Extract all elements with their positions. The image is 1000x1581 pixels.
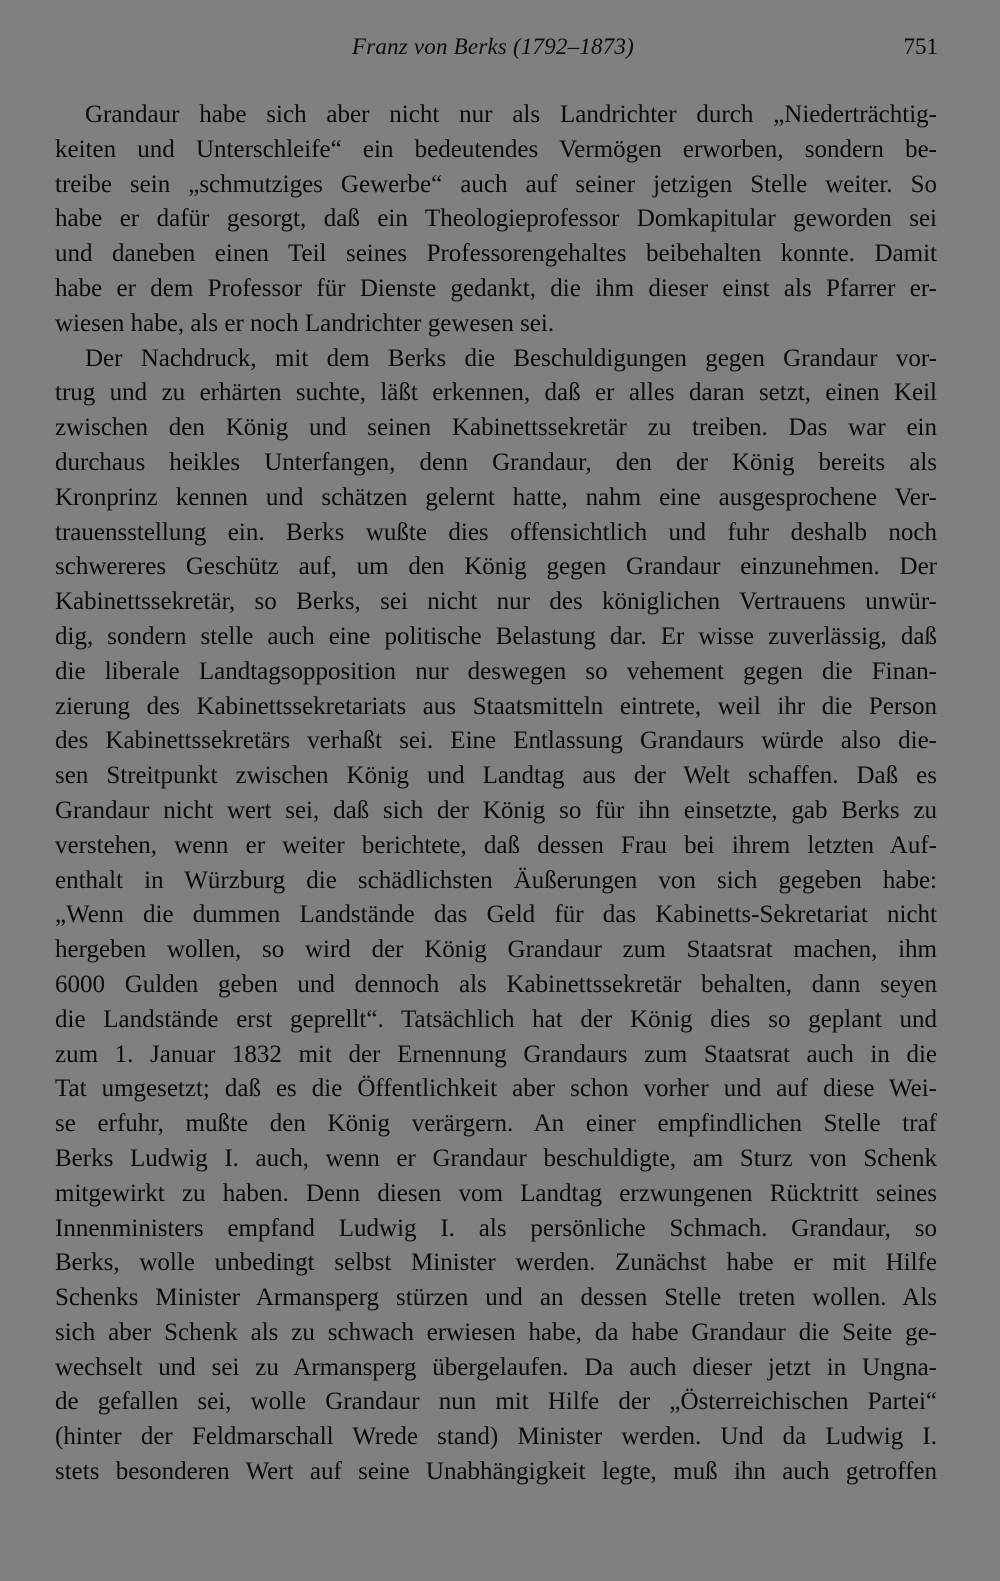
text-line: Der Nachdruck, mit dem Berks die Beschuldigungen gegen Grandaur vor- — [85, 344, 937, 372]
text-line: dig, sondern stelle auch eine politische Belastung dar. Er wisse zuverlässig, daß — [55, 622, 937, 650]
text-line: Schenks Minister Armansperg stürzen und an dessen Stelle treten wollen. Als — [55, 1284, 937, 1312]
text-line: sich aber Schenk als zu schwach erwiesen habe, da habe Grandaur die Seite ge- — [55, 1318, 937, 1346]
text-line: hergeben wollen, so wird der König Grandaur zum Staatsrat machen, ihm — [55, 936, 937, 964]
text-line: habe er dafür gesorgt, daß ein Theologieprofessor Domkapitular geworden sei — [55, 205, 937, 233]
text-line: verstehen, wenn er weiter berichtete, daß dessen Frau bei ihrem letzten Auf- — [55, 831, 937, 859]
text-line: mitgewirkt zu haben. Denn diesen vom Landtag erzwungenen Rücktritt seines — [55, 1179, 937, 1207]
text-line: „Wenn die dummen Landstände das Geld für das Kabinetts-Sekretariat nicht — [55, 901, 937, 929]
text-line: habe er dem Professor für Dienste gedankt, die ihm dieser einst als Pfarrer er- — [55, 274, 937, 302]
text-line: se erfuhr, mußte den König verärgern. An einer empfindlichen Stelle traf — [55, 1110, 937, 1138]
text-line: enthalt in Würzburg die schädlichsten Äußerungen von sich gegeben habe: — [55, 866, 937, 894]
text-line: die Landstände erst geprellt“. Tatsächlich hat der König dies so geplant und — [55, 1005, 937, 1033]
text-line: und daneben einen Teil seines Professorengehaltes beibehalten konnte. Damit — [55, 240, 937, 268]
text-line: trug und zu erhärten suchte, läßt erkennen, daß er alles daran setzt, einen Keil — [55, 379, 937, 407]
text-line: schwereres Geschütz auf, um den König gegen Grandaur einzunehmen. Der — [55, 553, 937, 581]
page-number: 751 — [903, 34, 938, 59]
text-line: zierung des Kabinettssekretariats aus Staatsmitteln eintrete, weil ihr die Person — [55, 692, 937, 720]
text-line: de gefallen sei, wolle Grandaur nun mit Hilfe der „Österreichischen Partei“ — [55, 1388, 937, 1416]
text-line: Kronprinz kennen und schätzen gelernt hatte, nahm eine ausgesprochene Ver- — [55, 483, 937, 511]
text-line: keiten und Unterschleife“ ein bedeutendes Vermögen erworben, sondern be- — [55, 135, 937, 163]
text-line: des Kabinettssekretärs verhaßt sei. Eine Entlassung Grandaurs würde also die- — [55, 727, 937, 755]
text-line: Tat umgesetzt; daß es die Öffentlichkeit aber schon vorher und auf diese Wei- — [55, 1075, 937, 1103]
text-line: sen Streitpunkt zwischen König und Landtag aus der Welt schaffen. Daß es — [55, 762, 937, 790]
text-line: wiesen habe, als er noch Landrichter gewesen sei. — [55, 309, 555, 337]
text-line: Grandaur nicht wert sei, daß sich der König so für ihn einsetzte, gab Berks zu — [55, 796, 937, 824]
text-line: Grandaur habe sich aber nicht nur als Landrichter durch „Niederträchtig- — [85, 101, 937, 128]
running-head — [0, 34, 1000, 68]
text-line: (hinter der Feldmarschall Wrede stand) Minister werden. Und da Ludwig I. — [55, 1423, 937, 1451]
text-line: trauensstellung ein. Berks wußte dies offensichtlich und fuhr deshalb noch — [55, 518, 937, 546]
text-line: zwischen den König und seinen Kabinettssekretär zu treiben. Das war ein — [55, 414, 937, 442]
body-text — [55, 98, 937, 1490]
text-line: Innenministers empfand Ludwig I. als persönliche Schmach. Grandaur, so — [55, 1214, 937, 1242]
text-line: die liberale Landtagsopposition nur deswegen so vehement gegen die Finan- — [55, 657, 937, 685]
text-line: 6000 Gulden geben und dennoch als Kabinettssekretär behalten, dann seyen — [55, 970, 937, 998]
text-line: stets besonderen Wert auf seine Unabhängigkeit legte, muß ihn auch getroffen — [55, 1458, 937, 1486]
text-line: zum 1. Januar 1832 mit der Ernennung Grandaurs zum Staatsrat auch in die — [55, 1040, 937, 1068]
text-line: Kabinettssekretär, so Berks, sei nicht nur des königlichen Vertrauens unwür- — [55, 588, 937, 616]
text-line: durchaus heikles Unterfangen, denn Grandaur, den der König bereits als — [55, 448, 937, 476]
running-title: Franz von Berks (1792–1873) — [352, 34, 634, 59]
text-line: treibe sein „schmutziges Gewerbe“ auch auf seiner jetzigen Stelle weiter. So — [55, 170, 937, 198]
text-line: Berks, wolle unbedingt selbst Minister werden. Zunächst habe er mit Hilfe — [55, 1249, 937, 1277]
text-line: Berks Ludwig I. auch, wenn er Grandaur beschuldigte, am Sturz von Schenk — [55, 1144, 937, 1172]
text-line: wechselt und sei zu Armansperg übergelaufen. Da auch dieser jetzt in Ungna- — [55, 1353, 937, 1381]
